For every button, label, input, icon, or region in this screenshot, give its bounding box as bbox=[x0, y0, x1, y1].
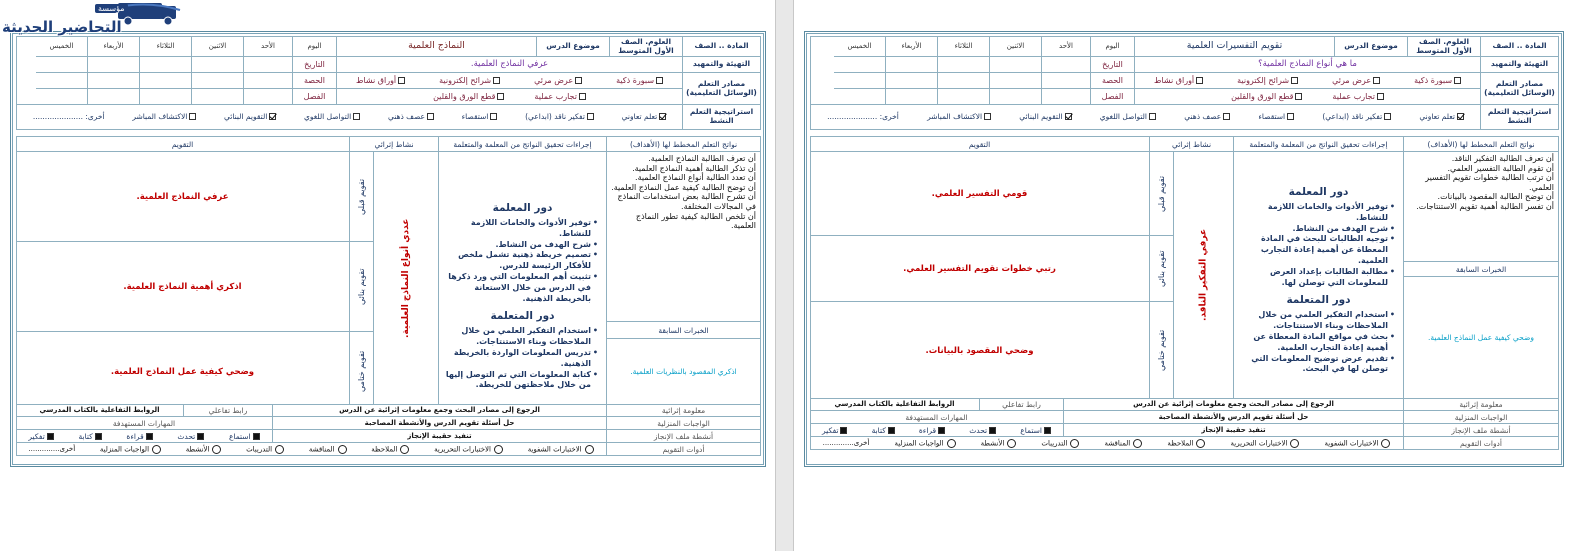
class-cell[interactable] bbox=[244, 89, 293, 105]
checkbox-icon[interactable] bbox=[989, 427, 996, 434]
col-activity-header: نشاط إثرائي bbox=[350, 137, 439, 152]
day-mon: الاثنين bbox=[192, 37, 244, 57]
checkbox-icon[interactable] bbox=[1287, 113, 1294, 120]
strategy-inquiry[interactable]: استقصاء bbox=[462, 113, 498, 122]
period-cell[interactable] bbox=[244, 73, 293, 89]
list-item: • بحث في مواقع المادة المعطاة عن أهمية إعادة التجارب العلمية. bbox=[1234, 332, 1395, 354]
class-label: الفصل bbox=[293, 89, 337, 105]
homework-label: الواجبات المنزلية bbox=[1404, 411, 1559, 424]
outcome-item: أن تفسر الطالبة أهمية تقويم الاستنتاجات. bbox=[1416, 201, 1554, 211]
radio-icon[interactable] bbox=[275, 445, 284, 454]
logo-subtitle: مؤسسة bbox=[95, 4, 128, 13]
checkbox-icon[interactable] bbox=[269, 113, 276, 120]
outcome-item: أن تذكر الطالبة أهمية النماذج العلمية. bbox=[632, 163, 756, 173]
radio-icon[interactable] bbox=[400, 445, 409, 454]
period-cell[interactable] bbox=[886, 73, 938, 89]
radio-icon[interactable] bbox=[1196, 439, 1205, 448]
day-wed: الأربعاء bbox=[88, 37, 140, 57]
outcome-item: أن تعرف الطالبة التفكير الناقد. bbox=[1451, 154, 1554, 163]
checkbox-icon[interactable] bbox=[575, 77, 582, 84]
period-cell[interactable] bbox=[36, 73, 88, 89]
list-item: • مطالبة الطالبات بإعداد العرض للمعلومات التي توصلن لها. bbox=[1234, 267, 1395, 289]
procedures-cell bbox=[439, 152, 607, 405]
homework-label: الواجبات المنزلية bbox=[607, 417, 761, 430]
radio-icon[interactable] bbox=[947, 439, 956, 448]
strategy-verbal[interactable]: التواصل اللغوي bbox=[1100, 113, 1156, 122]
tool-observation[interactable]: الملاحظة bbox=[1167, 439, 1205, 448]
tools-label: أدوات التقويم bbox=[607, 443, 761, 456]
list-item: • تقديم عرض توضيح المعلومات التي توصلن لها في البحث. bbox=[1234, 354, 1395, 376]
prior-knowledge-text: وضحي كيفية عمل النماذج العلمية. bbox=[1404, 277, 1559, 399]
checkbox-icon[interactable] bbox=[427, 113, 434, 120]
activity-cell bbox=[374, 152, 439, 405]
tool-activities[interactable]: الأنشطة bbox=[981, 439, 1017, 448]
checkbox-icon[interactable] bbox=[353, 113, 360, 120]
date-cell-wed[interactable] bbox=[886, 57, 938, 73]
link-value[interactable]: الروابط التفاعلية بالكتاب المدرسي bbox=[810, 398, 980, 411]
col-procedures-header: إجراءات تحقيق النواتج من المعلمة والمتعلمة bbox=[1234, 137, 1404, 152]
list-item: • تثبيت أهم المعلومات التي ورد ذكرها في الدرس من خلال الاستعانة بالخريطة الذهنية. bbox=[439, 272, 598, 304]
list-item: • تصميم خريطة ذهنية تشمل ملخص للأفكار الرئيسة للدرس. bbox=[439, 250, 598, 272]
checkbox-icon[interactable] bbox=[1457, 113, 1464, 120]
skill-reading[interactable]: قراءة bbox=[919, 426, 945, 435]
source-smartboard[interactable]: سبورة ذكية bbox=[1414, 76, 1461, 85]
prior-knowledge-text: اذكري المقصود بالنظريات العلمية. bbox=[607, 339, 761, 405]
strategy-options bbox=[17, 105, 683, 130]
tool-other[interactable]: أخرى.............. bbox=[28, 445, 76, 453]
brand-logo bbox=[0, 0, 185, 40]
day-sun: الأحد bbox=[244, 37, 293, 57]
tool-oral[interactable]: الاختبارات الشفوية bbox=[528, 445, 594, 454]
day-tue: الثلاثاء bbox=[140, 37, 192, 57]
tool-oral[interactable]: الاختبارات الشفوية bbox=[1325, 439, 1391, 448]
list-item: • استخدام التفكير العلمي من خلال الملاحظات وبناء الاستنتاجات. bbox=[1234, 310, 1395, 332]
tool-observation[interactable]: الملاحظة bbox=[371, 445, 409, 454]
outcome-item: أن توضح الطالبة كيفية عمل النماذج العلمية. bbox=[611, 182, 756, 192]
sources-row-2 bbox=[337, 89, 683, 105]
tool-homework[interactable]: الواجبات المنزلية bbox=[100, 445, 161, 454]
lesson-plan-page-right bbox=[794, 0, 1577, 551]
portfolio-label: أنشطة ملف الإنجاز bbox=[607, 430, 761, 443]
lesson-topic: تقويم التفسيرات العلمية bbox=[1135, 37, 1335, 57]
tool-exercises[interactable]: التدريبات bbox=[246, 445, 284, 454]
subject-label: المادة .. الصف bbox=[1481, 37, 1559, 57]
eval-type-column bbox=[1150, 152, 1174, 399]
portfolio-text: تنفيذ حقيبة الإنجاز bbox=[1064, 424, 1404, 437]
strategy-discovery[interactable]: الاكتشاف المباشر bbox=[927, 113, 991, 122]
checkbox-icon[interactable] bbox=[47, 433, 54, 440]
activity-text: عرفي التفكير الناقد. bbox=[1198, 228, 1209, 322]
class-cell[interactable] bbox=[88, 89, 140, 105]
tool-written[interactable]: الاختبارات التحريرية bbox=[1231, 439, 1300, 448]
intro-label: التهيئة والتمهيد bbox=[1481, 57, 1559, 73]
period-cell[interactable] bbox=[88, 73, 140, 89]
checkbox-icon[interactable] bbox=[1065, 113, 1072, 120]
subject-value: العلوم. الصف الأول المتوسط bbox=[610, 37, 683, 57]
teacher-role-list bbox=[1234, 202, 1403, 288]
list-item: • تدريس المعلومات الواردة بالخريطة الذهنية. bbox=[439, 348, 598, 370]
eval-formative-label: تقويم بنائي bbox=[357, 268, 366, 305]
enrich-info-text: الرجوع إلى مصادر البحث وجمع معلومات إثرائية عن الدرس bbox=[273, 404, 607, 417]
checkbox-icon[interactable] bbox=[1223, 113, 1230, 120]
col-procedures-header: إجراءات تحقيق النواتج من المعلمة والمتعلمة bbox=[439, 137, 607, 152]
footer-table bbox=[810, 398, 1559, 450]
class-cell[interactable] bbox=[140, 89, 192, 105]
checkbox-icon[interactable] bbox=[1295, 93, 1302, 100]
eval-formative-label: تقويم بنائي bbox=[1157, 250, 1166, 287]
teacher-role-title: دور المعلمة bbox=[492, 202, 553, 214]
list-item: • استخدام التفكير العلمي من خلال الملاحظات وبناء الاستنتاجات. bbox=[439, 326, 598, 348]
tools-label: أدوات التقويم bbox=[1404, 437, 1559, 450]
checkbox-icon[interactable] bbox=[146, 433, 153, 440]
skill-writing[interactable]: كتابة bbox=[78, 432, 101, 441]
strategy-options bbox=[811, 105, 1481, 130]
sources-row-2 bbox=[1135, 89, 1481, 105]
strategy-discovery[interactable]: الاكتشاف المباشر bbox=[132, 113, 196, 122]
source-video[interactable]: عرض مرئي bbox=[1332, 76, 1380, 85]
learner-role-list bbox=[439, 326, 606, 391]
date-cell-wed[interactable] bbox=[88, 57, 140, 73]
checkbox-icon[interactable] bbox=[938, 427, 945, 434]
checkbox-icon[interactable] bbox=[398, 77, 405, 84]
outcomes-list bbox=[1404, 152, 1559, 262]
class-cell[interactable] bbox=[834, 89, 886, 105]
strategy-critical[interactable]: تفكير ناقد (ابداعي) bbox=[1322, 113, 1391, 122]
enrich-info-label: معلومة إثرائية bbox=[1404, 398, 1559, 411]
eval-pre-question: عرفي النماذج العلمية. bbox=[16, 152, 349, 242]
day-label: اليوم bbox=[1091, 37, 1135, 57]
topic-label: موضوع الدرس bbox=[1335, 37, 1408, 57]
eval-final-question: وضحي المقصود بالبيانات. bbox=[925, 345, 1034, 356]
link-label: رابط تفاعلي bbox=[980, 398, 1064, 411]
checkbox-icon[interactable] bbox=[1291, 77, 1298, 84]
prior-knowledge-label: الخبرات السابقة bbox=[607, 322, 761, 339]
tool-discussion[interactable]: المناقشة bbox=[309, 445, 347, 454]
subject-label: المادة .. الصف bbox=[683, 37, 761, 57]
checkbox-icon[interactable] bbox=[253, 433, 260, 440]
skill-speaking[interactable]: تحدث bbox=[969, 426, 996, 435]
day-thu: الخميس bbox=[36, 37, 88, 57]
source-worksheets[interactable]: أوراق نشاط bbox=[1154, 76, 1203, 85]
tool-discussion[interactable]: المناقشة bbox=[1105, 439, 1143, 448]
main-table bbox=[810, 136, 1559, 398]
checkbox-icon[interactable] bbox=[189, 113, 196, 120]
logo-name: التحاضير الحديثة bbox=[2, 18, 122, 36]
date-cell-sun[interactable] bbox=[1042, 57, 1091, 73]
radio-icon[interactable] bbox=[494, 445, 503, 454]
checkbox-icon[interactable] bbox=[1373, 77, 1380, 84]
skill-listening[interactable]: استماع bbox=[1020, 426, 1051, 435]
tools-options bbox=[16, 443, 607, 456]
source-paper-pieces[interactable]: قطع الورق والقلين bbox=[1231, 92, 1302, 101]
strategy-critical[interactable]: تفكير ناقد (ابداعي) bbox=[525, 113, 594, 122]
source-paper-pieces[interactable]: قطع الورق والقلين bbox=[433, 92, 504, 101]
enrich-info-label: معلومة إثرائية bbox=[607, 404, 761, 417]
eval-pre-label: تقويم قبلي bbox=[1157, 175, 1166, 212]
col-evaluation-header: التقويم bbox=[810, 137, 1150, 152]
homework-text: حل أسئلة تقويم الدرس والأنشطة المصاحبة bbox=[1064, 411, 1404, 424]
main-table bbox=[16, 136, 761, 404]
period-cell[interactable] bbox=[834, 73, 886, 89]
class-cell[interactable] bbox=[36, 89, 88, 105]
tool-other[interactable]: أخرى.............. bbox=[822, 439, 870, 447]
day-sun: الأحد bbox=[1042, 37, 1091, 57]
radio-icon[interactable] bbox=[1133, 439, 1142, 448]
link-value[interactable]: الروابط التفاعلية بالكتاب المدرسي bbox=[16, 404, 184, 417]
sources-row-1 bbox=[1135, 73, 1481, 89]
skill-thinking[interactable]: تفكير bbox=[28, 432, 53, 441]
class-cell[interactable] bbox=[938, 89, 990, 105]
intro-text: ما هي أنواع النماذج العلمية؟ bbox=[1135, 57, 1481, 73]
subject-value: العلوم. الصف الأول المتوسط bbox=[1408, 37, 1481, 57]
date-label: التاريخ bbox=[293, 57, 337, 73]
period-cell[interactable] bbox=[938, 73, 990, 89]
checkbox-icon[interactable] bbox=[1149, 113, 1156, 120]
checkbox-icon[interactable] bbox=[1384, 113, 1391, 120]
col-outcomes-header: نواتج التعلم المخطط لها (الأهداف) bbox=[1404, 137, 1559, 152]
prior-knowledge-label: الخبرات السابقة bbox=[1404, 262, 1559, 277]
checkbox-icon[interactable] bbox=[497, 93, 504, 100]
checkbox-icon[interactable] bbox=[493, 77, 500, 84]
checkbox-icon[interactable] bbox=[888, 427, 895, 434]
list-item: • شرح الهدف من النشاط. bbox=[1234, 224, 1395, 235]
strategy-inquiry[interactable]: استقصاء bbox=[1258, 113, 1294, 122]
period-cell[interactable] bbox=[990, 73, 1042, 89]
radio-icon[interactable] bbox=[1070, 439, 1079, 448]
tools-options bbox=[810, 437, 1404, 450]
outcome-item: أن توضح الطالبة المقصود بالبيانات. bbox=[1437, 192, 1554, 202]
class-label: الفصل bbox=[1091, 89, 1135, 105]
teacher-role-list bbox=[439, 218, 606, 304]
skill-listening[interactable]: استماع bbox=[229, 432, 260, 441]
date-cell-sun[interactable] bbox=[244, 57, 293, 73]
source-experiments[interactable]: تجارب عملية bbox=[534, 92, 586, 101]
source-slides[interactable]: شرائح إلكترونية bbox=[439, 76, 500, 85]
radio-icon[interactable] bbox=[585, 445, 594, 454]
skills-label: المهارات المستهدفة bbox=[810, 411, 1064, 424]
period-cell[interactable] bbox=[192, 73, 244, 89]
learner-role-title: دور المتعلمة bbox=[1286, 294, 1351, 307]
list-item: • توفير الأدوات والخامات اللازمة للنشاط. bbox=[439, 218, 598, 240]
eval-questions-column bbox=[16, 152, 350, 405]
day-tue: الثلاثاء bbox=[938, 37, 990, 57]
eval-final-label: تقويم ختامي bbox=[357, 350, 366, 393]
period-label: الحصة bbox=[293, 73, 337, 89]
list-item: • كتابة المعلومات التي تم التوصل إليها من خلال ملاحظتهن للخريطة. bbox=[439, 370, 598, 392]
date-cell-thu[interactable] bbox=[834, 57, 886, 73]
strategy-label: استراتيجية التعلم النشط bbox=[683, 105, 761, 130]
sources-label: مصادر التعلم (الوسائل التعليمية) bbox=[1481, 73, 1559, 105]
homework-text: حل أسئلة تقويم الدرس والأنشطة المصاحبة bbox=[273, 417, 607, 430]
checkbox-icon[interactable] bbox=[984, 113, 991, 120]
checkbox-icon[interactable] bbox=[840, 427, 847, 434]
outcome-item: أن تعدد الطالبة أنواع النماذج العلمية. bbox=[635, 173, 756, 183]
eval-formative-question: رتبي خطوات تقويم التفسير العلمي. bbox=[810, 236, 1149, 302]
intro-label: التهيئة والتمهيد bbox=[683, 57, 761, 73]
radio-icon[interactable] bbox=[1290, 439, 1299, 448]
sources-label: مصادر التعلم (الوسائل التعليمية) bbox=[683, 73, 761, 105]
date-cell-mon[interactable] bbox=[990, 57, 1042, 73]
outcome-item: أن تشرح الطالبة بعض استخدامات النماذج في المجالات المختلفة. bbox=[617, 192, 756, 211]
strategy-other[interactable]: أخرى: ..................... bbox=[32, 111, 105, 121]
portfolio-label: أنشطة ملف الإنجاز bbox=[1404, 424, 1559, 437]
radio-icon[interactable] bbox=[1007, 439, 1016, 448]
learner-role-title: دور المتعلمة bbox=[490, 310, 555, 323]
date-cell-thu[interactable] bbox=[36, 57, 88, 73]
source-slides[interactable]: شرائح إلكترونية bbox=[1237, 76, 1298, 85]
date-label: التاريخ bbox=[1091, 57, 1135, 73]
strategy-formative[interactable]: التقويم البنائي bbox=[224, 113, 276, 122]
period-cell[interactable] bbox=[1042, 73, 1091, 89]
list-item: • شرح الهدف من النشاط. bbox=[439, 240, 598, 251]
class-cell[interactable] bbox=[990, 89, 1042, 105]
tool-activities[interactable]: الأنشطة bbox=[186, 445, 222, 454]
list-item: • توجيه الطالبات للبحث في المادة المعطاة عن أهمية إعادة التجارب العلمية. bbox=[1234, 234, 1395, 266]
checkbox-icon[interactable] bbox=[1044, 427, 1051, 434]
outcome-item: أن تقوم الطالبة التفسير العلمي. bbox=[1447, 163, 1554, 173]
checkbox-icon[interactable] bbox=[1454, 77, 1461, 84]
outcomes-list bbox=[607, 152, 761, 322]
strategy-other[interactable]: أخرى: ..................... bbox=[827, 111, 899, 121]
activity-cell bbox=[1174, 152, 1234, 399]
page-gap bbox=[775, 0, 794, 551]
day-label: اليوم bbox=[293, 37, 337, 57]
procedures-cell bbox=[1234, 152, 1404, 399]
eval-formative-question: اذكري أهمية النماذج العلمية. bbox=[16, 242, 349, 332]
eval-type-column bbox=[350, 152, 374, 405]
eval-pre-question: قومي التفسير العلمي. bbox=[810, 152, 1149, 236]
link-label: رابط تفاعلي bbox=[184, 404, 273, 417]
day-wed: الأربعاء bbox=[886, 37, 938, 57]
teacher-role-title: دور المعلمة bbox=[1288, 186, 1349, 198]
header-table bbox=[810, 36, 1559, 104]
source-video[interactable]: عرض مرئي bbox=[534, 76, 582, 85]
intro-text: عرفي النماذج العلمية. bbox=[337, 57, 683, 73]
class-cell[interactable] bbox=[886, 89, 938, 105]
class-cell[interactable] bbox=[192, 89, 244, 105]
strategy-label: استراتيجية التعلم النشط bbox=[1481, 105, 1559, 130]
checkbox-icon[interactable] bbox=[197, 433, 204, 440]
enrich-info-text: الرجوع إلى مصادر البحث وجمع معلومات إثرائية عن الدرس bbox=[1064, 398, 1404, 411]
checkbox-icon[interactable] bbox=[1377, 93, 1384, 100]
eval-final-question: وضحي كيفية عمل النماذج العلمية. bbox=[110, 366, 255, 377]
source-smartboard[interactable]: سبورة ذكية bbox=[616, 76, 663, 85]
class-cell[interactable] bbox=[1042, 89, 1091, 105]
checkbox-icon[interactable] bbox=[659, 113, 666, 120]
checkbox-icon[interactable] bbox=[1196, 77, 1203, 84]
period-label: الحصة bbox=[1091, 73, 1135, 89]
topic-label: موضوع الدرس bbox=[537, 37, 610, 57]
skill-reading[interactable]: قراءة bbox=[126, 432, 152, 441]
eval-pre-label: تقويم قبلي bbox=[357, 178, 366, 215]
strategy-row bbox=[810, 104, 1559, 130]
strategy-cooperative[interactable]: تعلم تعاوني bbox=[622, 113, 667, 122]
skills-options bbox=[810, 424, 1064, 437]
radio-icon[interactable] bbox=[212, 445, 221, 454]
lesson-topic: النماذج العلمية bbox=[337, 37, 537, 57]
date-cell-mon[interactable] bbox=[192, 57, 244, 73]
source-experiments[interactable]: تجارب عملية bbox=[1332, 92, 1384, 101]
strategy-row bbox=[16, 104, 761, 130]
radio-icon[interactable] bbox=[152, 445, 161, 454]
period-cell[interactable] bbox=[140, 73, 192, 89]
outcome-item: أن تلخص الطالبة كيفية تطور النماذج العلمية. bbox=[635, 211, 756, 231]
strategy-verbal[interactable]: التواصل اللغوي bbox=[304, 113, 360, 122]
checkbox-icon[interactable] bbox=[656, 77, 663, 84]
col-outcomes-header: نواتج التعلم المخطط لها (الأهداف) bbox=[607, 137, 761, 152]
skill-speaking[interactable]: تحدث bbox=[177, 432, 204, 441]
portfolio-text: تنفيذ حقيبة الإنجاز bbox=[273, 430, 607, 443]
date-cell-tue[interactable] bbox=[140, 57, 192, 73]
outcome-item: أن ترتب الطالبة خطوات تقويم التفسير العلمي. bbox=[1425, 173, 1554, 192]
radio-icon[interactable] bbox=[338, 445, 347, 454]
col-evaluation-header: التقويم bbox=[16, 137, 350, 152]
col-activity-header: نشاط إثرائي bbox=[1150, 137, 1234, 152]
skill-writing[interactable]: كتابة bbox=[872, 426, 895, 435]
footer-table bbox=[16, 404, 761, 456]
radio-icon[interactable] bbox=[1381, 439, 1390, 448]
checkbox-icon[interactable] bbox=[95, 433, 102, 440]
learner-role-list bbox=[1234, 310, 1403, 375]
strategy-cooperative[interactable]: تعلم تعاوني bbox=[1419, 113, 1464, 122]
skills-label: المهارات المستهدفة bbox=[16, 417, 273, 430]
eval-questions-column bbox=[810, 152, 1150, 399]
checkbox-icon[interactable] bbox=[579, 93, 586, 100]
day-thu: الخميس bbox=[834, 37, 886, 57]
checkbox-icon[interactable] bbox=[490, 113, 497, 120]
eval-final-label: تقويم ختامي bbox=[1157, 329, 1166, 372]
outcome-item: أن تعرف الطالبة النماذج العلمية. bbox=[648, 154, 756, 163]
tool-homework[interactable]: الواجبات المنزلية bbox=[894, 439, 955, 448]
strategy-formative[interactable]: التقويم البنائي bbox=[1019, 113, 1071, 122]
tool-written[interactable]: الاختبارات التحريرية bbox=[434, 445, 503, 454]
list-item: • توفير الأدوات والخامات اللازمة للنشاط. bbox=[1234, 202, 1395, 224]
skills-options bbox=[16, 430, 273, 443]
day-mon: الاثنين bbox=[990, 37, 1042, 57]
header-table bbox=[16, 36, 761, 104]
date-cell-tue[interactable] bbox=[938, 57, 990, 73]
lesson-plan-page-left bbox=[0, 0, 775, 551]
checkbox-icon[interactable] bbox=[587, 113, 594, 120]
tool-exercises[interactable]: التدريبات bbox=[1041, 439, 1079, 448]
strategy-brainstorm[interactable]: عصف ذهني bbox=[1184, 113, 1230, 122]
strategy-brainstorm[interactable]: عصف ذهني bbox=[388, 113, 434, 122]
sources-row-1 bbox=[337, 73, 683, 89]
source-worksheets[interactable]: أوراق نشاط bbox=[356, 76, 405, 85]
activity-text: عددي أنواع النماذج العلمية. bbox=[401, 218, 411, 338]
skill-thinking[interactable]: تفكير bbox=[822, 426, 847, 435]
